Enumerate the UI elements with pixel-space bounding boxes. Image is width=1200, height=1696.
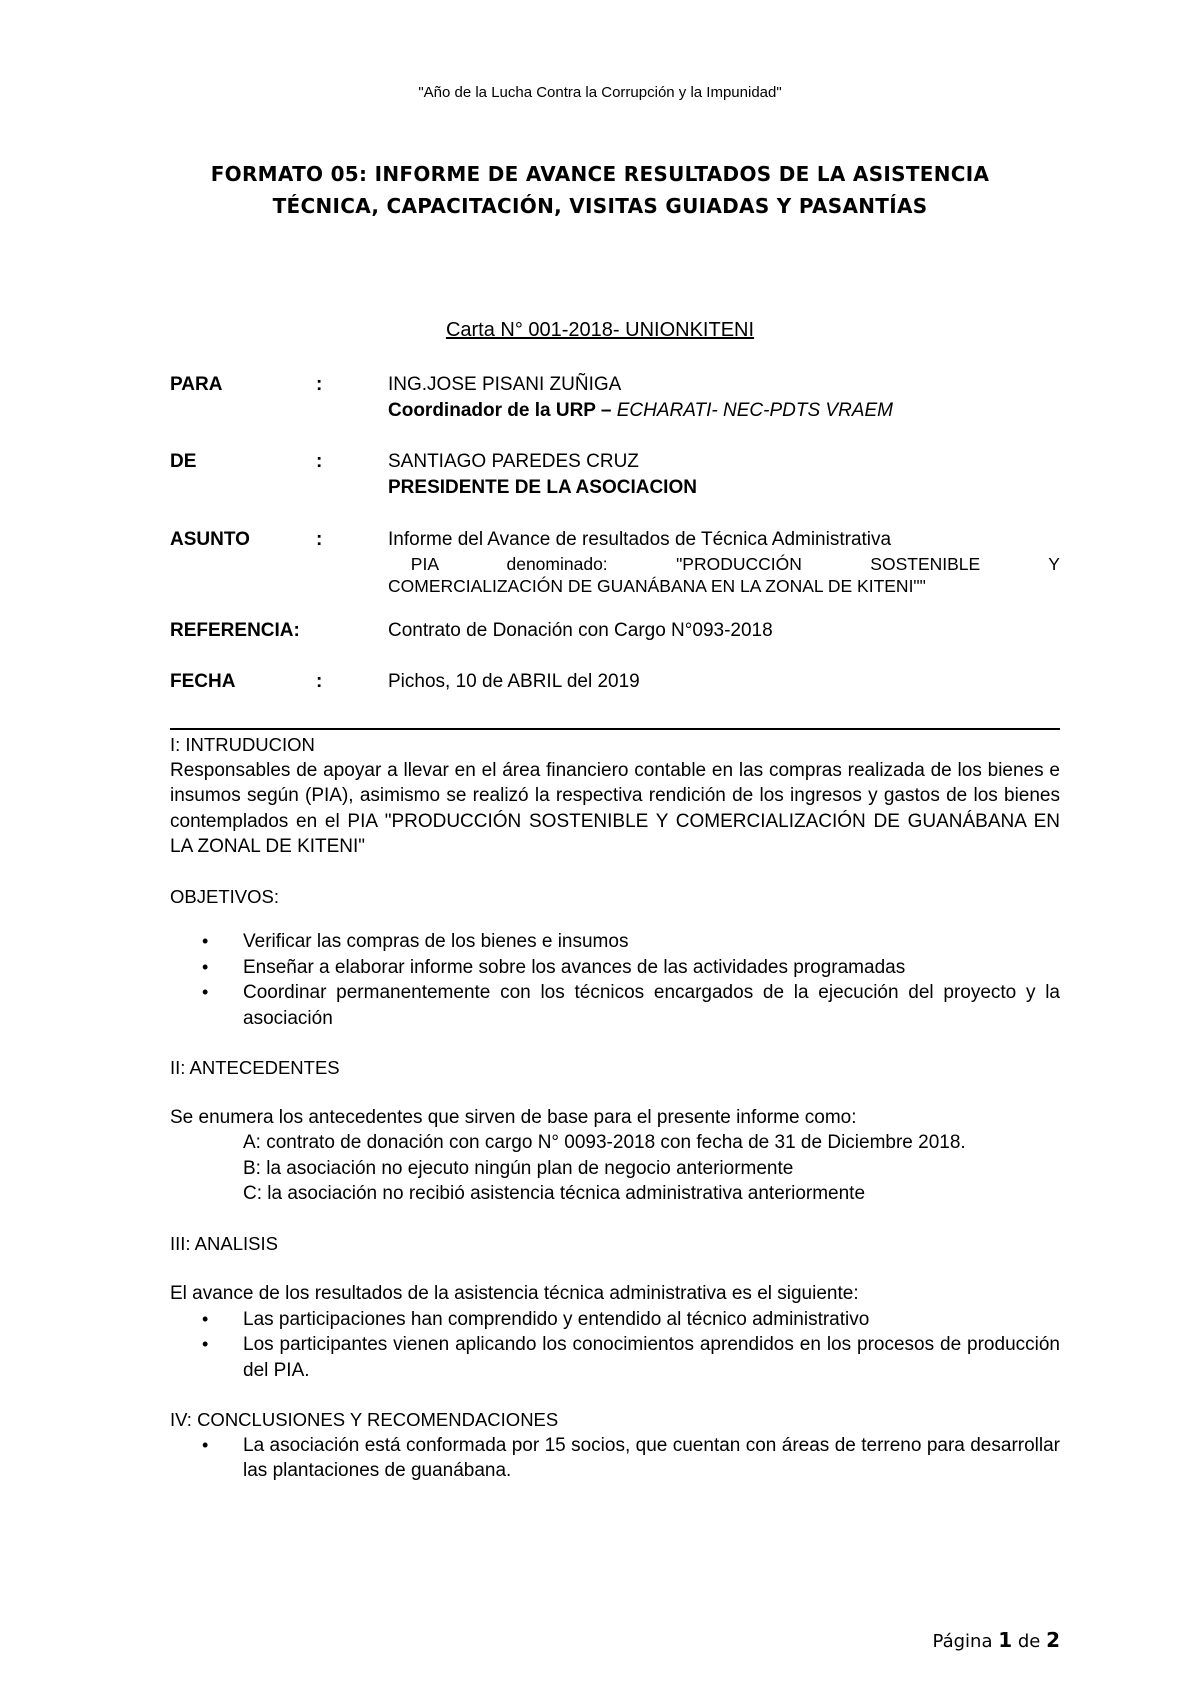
section-heading-conclusiones: IV: CONCLUSIONES Y RECOMENDACIONES: [170, 1409, 559, 1430]
list-item: • Coordinar permanentemente con los técnicos encargados de la ejecución del proyecto y la asociación: [170, 980, 1060, 1031]
field-value: [388, 527, 1060, 597]
document-body: [170, 732, 1060, 1484]
field-label: ASUNTO: [170, 529, 250, 550]
field-label: REFERENCIA:: [170, 620, 300, 641]
field-colon: :: [316, 451, 323, 472]
list-item: • Verificar las compras de los bienes e insumos: [170, 929, 1060, 955]
title-line-1: FORMATO 05: INFORME DE AVANCE RESULTADOS DE LA ASISTENCIA: [210, 162, 990, 186]
analisis-list: [170, 1307, 1060, 1384]
section-heading-antecedentes: II: ANTECEDENTES: [170, 1057, 340, 1078]
horizontal-divider: [170, 728, 1060, 730]
recipient-name: ING.JOSE PISANI ZUÑIGA: [388, 374, 622, 395]
list-item: A: contrato de donación con cargo N° 0093-2018 con fecha de 31 de Diciembre 2018.: [243, 1132, 966, 1153]
subject-line-3: COMERCIALIZACIÓN DE GUANÁBANA EN LA ZONAL DE KITENI"": [388, 576, 926, 596]
objetivos-list: [170, 929, 1060, 1031]
page-number: Página 1 de 2: [932, 1628, 1060, 1652]
list-item: • Enseñar a elaborar informe sobre los avances de las actividades programadas: [170, 955, 1060, 981]
field-colon: :: [316, 374, 323, 395]
title-line-2: TÉCNICA, CAPACITACIÓN, VISITAS GUIADAS Y PASANTÍAS: [272, 194, 928, 218]
intro-paragraph: Responsables de apoyar a llevar en el área financiero contable en las compras realizada de los bienes e insumos según (PIA), asimismo se realizó la respectiva rendición de los ingresos y gastos de los bienes contemplados en el PIA "PRODUCCIÓN SOSTENIBLE Y COMERCIALIZACIÓN DE GUANÁBANA EN LA ZONAL DE KITENI": [170, 759, 1060, 857]
document-title: [150, 158, 1050, 222]
field-value: Pichos, 10 de ABRIL del 2019: [388, 671, 640, 692]
field-colon: :: [316, 671, 323, 692]
sender-role: PRESIDENTE DE LA ASOCIACION: [388, 477, 697, 498]
section-heading-intro: I: INTRUDUCION: [170, 734, 315, 755]
letter-number: Carta N° 001-2018- UNIONKITENI: [445, 319, 755, 341]
subject-line-2: PIA denominado: "PRODUCCIÓN SOSTENIBLE Y: [388, 554, 1060, 574]
recipient-role: Coordinador de la URP – ECHARATI- NEC-PDTS VRAEM: [388, 400, 893, 421]
subject-line-1: Informe del Avance de resultados de Técnica Administrativa: [388, 529, 892, 550]
analisis-intro: El avance de los resultados de la asistencia técnica administrativa es el siguiente:: [170, 1283, 859, 1304]
sender-name: SANTIAGO PAREDES CRUZ: [388, 451, 639, 472]
antecedentes-intro: Se enumera los antecedentes que sirven de base para el presente informe como:: [170, 1106, 857, 1128]
field-label: DE: [170, 451, 197, 472]
field-label: PARA: [170, 374, 223, 395]
field-value: [388, 372, 1060, 424]
section-heading-analisis: III: ANALISIS: [170, 1232, 278, 1254]
list-item: • Las participaciones han comprendido y entendido al técnico administrativo: [170, 1307, 1060, 1333]
header-motto: "Año de la Lucha Contra la Corrupción y la Impunidad": [418, 84, 782, 101]
conclusiones-list: [170, 1433, 1060, 1484]
list-item: • Los participantes vienen aplicando los conocimientos aprendidos en los procesos de producción del PIA.: [170, 1332, 1060, 1383]
field-colon: :: [316, 529, 323, 550]
field-value: [388, 449, 1060, 501]
field-value: Contrato de Donación con Cargo N°093-2018: [388, 620, 773, 641]
field-label: FECHA: [170, 671, 236, 692]
list-item: B: la asociación no ejecuto ningún plan de negocio anteriormente: [243, 1157, 794, 1179]
list-item: • La asociación está conformada por 15 socios, que cuentan con áreas de terreno para desarrollar las plantaciones de guanábana.: [170, 1433, 1060, 1484]
list-item: C: la asociación no recibió asistencia técnica administrativa anteriormente: [243, 1183, 866, 1204]
section-heading-objetivos: OBJETIVOS:: [170, 885, 279, 907]
